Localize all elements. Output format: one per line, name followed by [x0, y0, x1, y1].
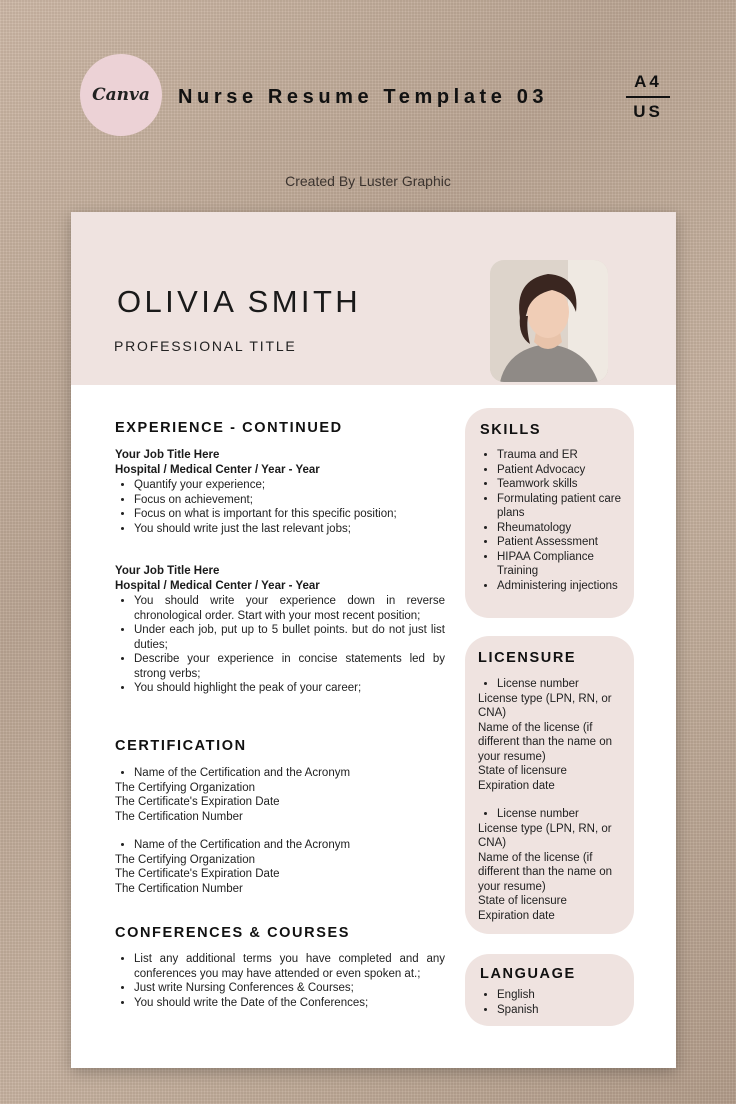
license-state: State of licensure — [478, 895, 567, 907]
list-item: • Under each job, put up to 5 bullet points. but do not just list duties; — [134, 623, 445, 652]
skill-item: • Formulating patient care plans — [497, 492, 628, 521]
license-number: • License number — [497, 677, 628, 692]
skill-item: • Patient Assessment — [497, 535, 628, 550]
candidate-name: OLIVIA SMITH — [117, 284, 362, 319]
list-item: • You should write just the last relevant jobs; — [134, 522, 445, 537]
job-bullets — [115, 478, 445, 536]
license-number-list — [478, 807, 628, 822]
license-number-list — [478, 677, 628, 692]
certification-section — [115, 738, 445, 754]
language-heading: LANGUAGE — [480, 966, 576, 982]
resume-header — [71, 212, 676, 385]
certification-name-list — [115, 766, 445, 781]
language-box — [465, 954, 634, 1026]
resume-page — [71, 212, 676, 1068]
job-employer: Hospital / Medical Center / Year - Year — [115, 580, 320, 592]
job-bullets — [115, 594, 445, 696]
certification-name: • Name of the Certification and the Acronym — [134, 766, 445, 781]
template-title: Nurse Resume Template 03 — [178, 86, 549, 108]
list-item: • List any additional terms you have completed and any conferences you may have attended or even spoken at.; — [134, 952, 445, 981]
conferences-list — [115, 952, 445, 1010]
language-item: • Spanish — [497, 1003, 628, 1018]
canva-logo-text: Canva — [92, 85, 150, 105]
job-employer: Hospital / Medical Center / Year - Year — [115, 464, 320, 476]
certification-name-list — [115, 838, 445, 853]
license-expiration: Expiration date — [478, 909, 555, 922]
certification-name: • Name of the Certification and the Acronym — [134, 838, 445, 853]
skills-list-wrapper — [478, 448, 628, 593]
skill-item: • HIPAA Compliance Training — [497, 550, 628, 579]
list-item: • You should write the Date of the Conferences; — [134, 996, 445, 1011]
license-entry-1 — [478, 677, 628, 793]
size-us: US — [633, 102, 663, 121]
certification-entry-2 — [115, 838, 445, 896]
license-number: • License number — [497, 807, 628, 822]
license-name: Name of the license (if different than the name on your resume) — [478, 721, 613, 763]
list-item: • Quantify your experience; — [134, 478, 445, 493]
list-item: • Describe your experience in concise statements led by strong verbs; — [134, 652, 445, 681]
certificate-expiration: The Certificate's Expiration Date — [115, 796, 280, 808]
licensure-box — [465, 636, 634, 934]
list-item: • You should highlight the peak of your career; — [134, 681, 445, 696]
skill-item: • Rheumatology — [497, 521, 628, 536]
skill-item: • Administering injections — [497, 579, 628, 594]
certificate-expiration: The Certificate's Expiration Date — [115, 868, 280, 880]
language-item: • English — [497, 988, 628, 1003]
license-entry-2 — [478, 807, 628, 923]
job-entry-2 — [115, 564, 445, 696]
skill-item: • Patient Advocacy — [497, 463, 628, 478]
created-by: Created By Luster Graphic — [285, 173, 451, 189]
license-type: License type (LPN, RN, or CNA) — [478, 692, 612, 719]
job-title: Your Job Title Here — [115, 449, 220, 461]
size-a4: A4 — [626, 72, 670, 98]
language-list-wrapper — [478, 988, 628, 1017]
license-type: License type (LPN, RN, or CNA) — [478, 822, 612, 849]
certification-heading: CERTIFICATION — [115, 738, 247, 754]
skills-box — [465, 408, 634, 618]
professional-title: PROFESSIONAL TITLE — [114, 338, 297, 354]
list-item: • Focus on achievement; — [134, 493, 445, 508]
paper-size-label — [626, 72, 670, 122]
language-list — [478, 988, 628, 1017]
conferences-heading: CONFERENCES & COURSES — [115, 925, 351, 941]
skill-item: • Trauma and ER — [497, 448, 628, 463]
canva-logo — [80, 54, 162, 136]
license-expiration: Expiration date — [478, 779, 555, 792]
list-item: • You should write your experience down in reverse chronological order. Start with your most recent position; — [134, 594, 445, 623]
certifying-organization: The Certifying Organization — [115, 781, 255, 794]
list-item: • Focus on what is important for this specific position; — [134, 507, 445, 522]
job-entry-1 — [115, 448, 445, 536]
experience-section — [115, 420, 445, 436]
conferences-section — [115, 925, 445, 941]
list-item: • Just write Nursing Conferences & Courses; — [134, 981, 445, 996]
profile-photo — [490, 260, 608, 382]
conferences-bullets — [115, 952, 445, 1010]
skills-heading: SKILLS — [480, 422, 542, 438]
skill-item: • Teamwork skills — [497, 477, 628, 492]
certification-number: The Certification Number — [115, 810, 243, 823]
certifying-organization: The Certifying Organization — [115, 853, 255, 866]
certification-entry-1 — [115, 766, 445, 824]
license-state: State of licensure — [478, 765, 567, 777]
license-name: Name of the license (if different than the name on your resume) — [478, 851, 613, 893]
experience-heading: EXPERIENCE - CONTINUED — [115, 420, 343, 436]
skills-list — [478, 448, 628, 593]
job-title: Your Job Title Here — [115, 565, 220, 577]
licensure-heading: LICENSURE — [478, 650, 577, 666]
certification-number: The Certification Number — [115, 882, 243, 895]
